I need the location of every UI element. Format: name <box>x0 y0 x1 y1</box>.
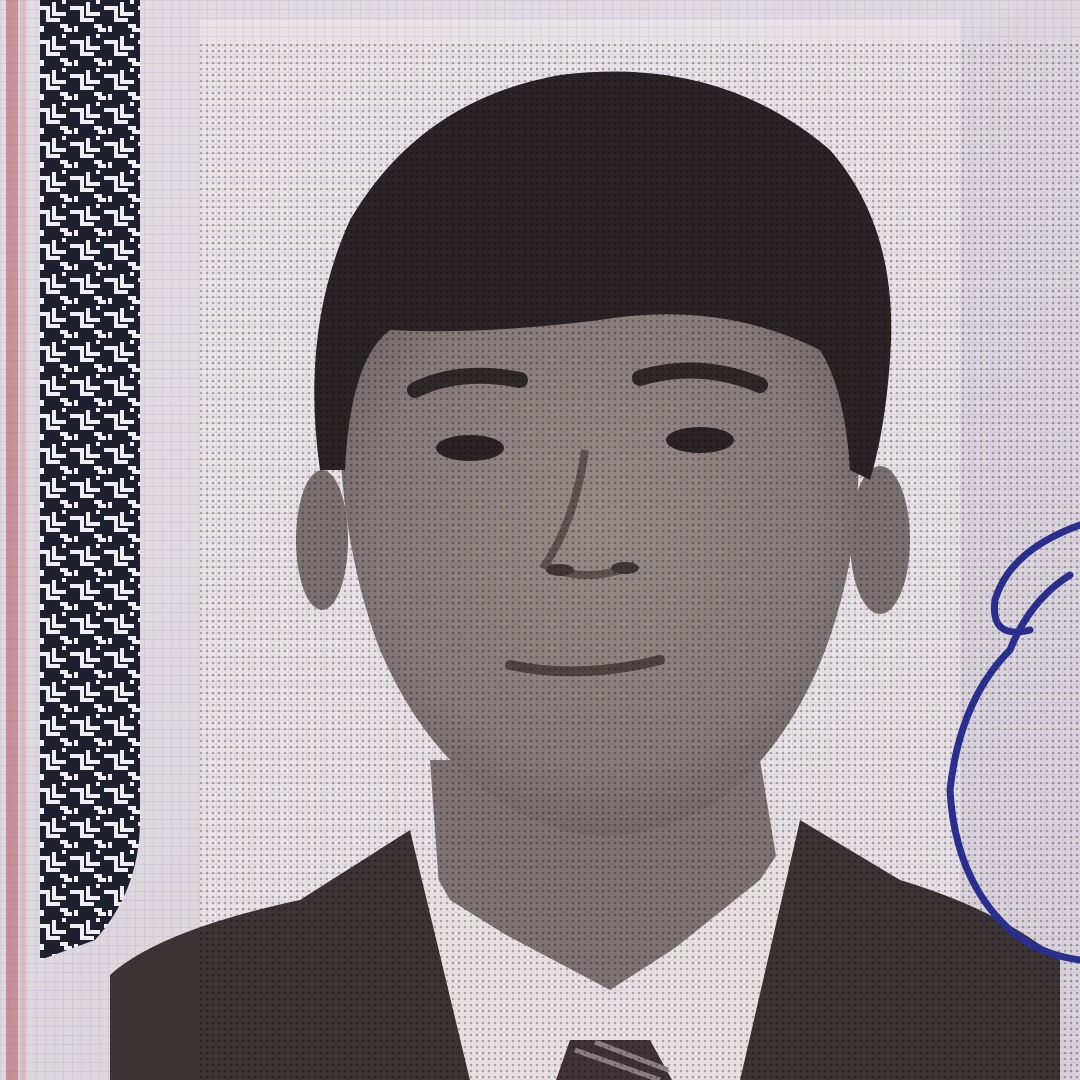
halftone-texture <box>200 40 1080 1080</box>
security-weave-band <box>40 0 140 960</box>
red-security-line <box>6 0 18 1080</box>
